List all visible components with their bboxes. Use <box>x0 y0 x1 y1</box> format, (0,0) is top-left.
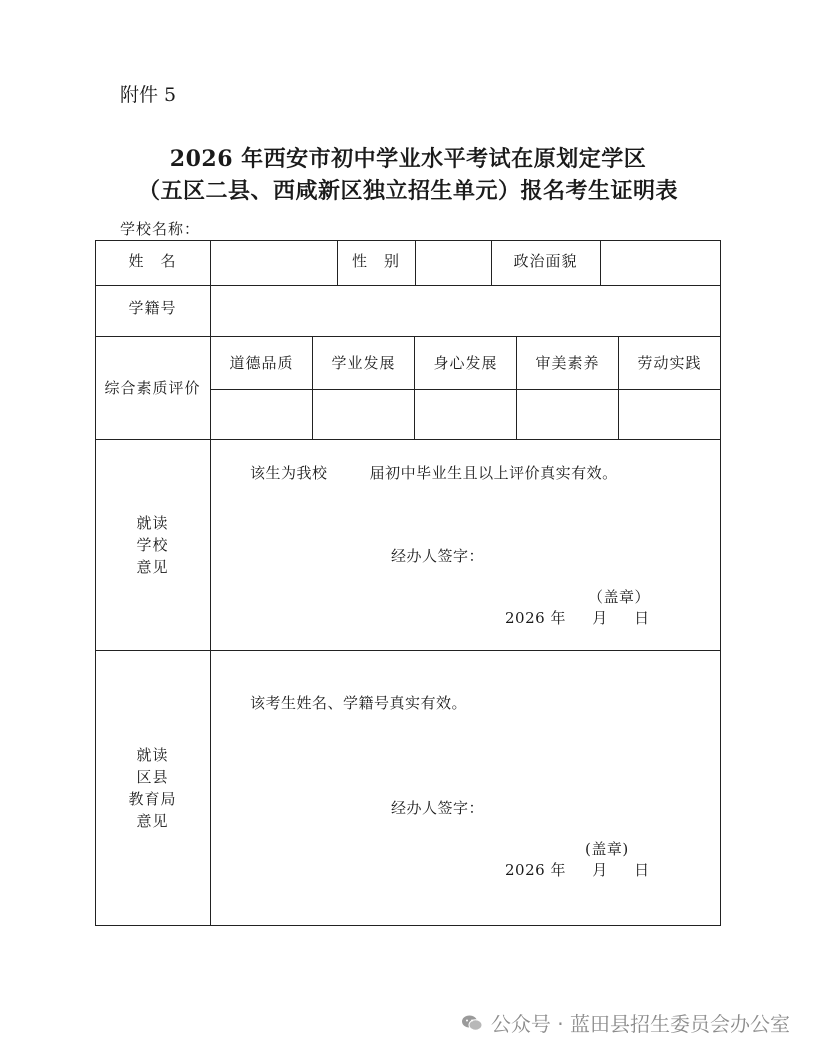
gender-label: 性 别 <box>351 251 400 270</box>
student-id-field[interactable] <box>211 286 720 336</box>
district-date: 2026 年 月 日 <box>505 861 650 879</box>
quality-value-aesthetics[interactable] <box>517 390 618 439</box>
political-status-field[interactable] <box>601 240 720 285</box>
student-id-label: 学籍号 <box>128 299 177 317</box>
school-name-label: 学校名称： <box>120 220 201 238</box>
district-opinion-label-line: 就读 <box>136 745 169 764</box>
school-opinion-statement: 该生为我校 届初中毕业生且以上评价真实有效。 <box>250 464 618 482</box>
certificate-form <box>95 240 721 926</box>
watermark <box>461 1008 790 1037</box>
school-opinion-label-line: 学校 <box>136 535 169 554</box>
district-opinion-label-line: 意见 <box>136 811 169 830</box>
school-seal-label: （盖章） <box>588 588 651 606</box>
quality-value-health[interactable] <box>415 390 516 439</box>
quality-item-health: 身心发展 <box>433 354 498 372</box>
form-border-bottom <box>95 925 721 926</box>
political-status-label: 政治面貌 <box>513 251 578 270</box>
school-opinion-label-line: 就读 <box>136 513 169 532</box>
district-opinion-label <box>95 650 210 925</box>
quality-value-labor[interactable] <box>619 390 720 439</box>
quality-item-academic: 学业发展 <box>331 354 396 372</box>
school-date: 2026 年 月 日 <box>505 609 650 627</box>
quality-item-aesthetics: 审美素养 <box>535 354 600 372</box>
school-opinion-label <box>95 439 210 650</box>
quality-evaluation-label: 综合素质评价 <box>104 379 201 397</box>
wechat-icon <box>461 1014 483 1032</box>
page-title-line2: （五区二县、西咸新区独立招生单元）报名考生证明表 <box>137 178 678 204</box>
school-signer-label: 经办人签字： <box>391 547 485 565</box>
page-title-line1: 2026 年西安市初中学业水平考试在原划定学区 <box>169 146 647 172</box>
quality-item-labor: 劳动实践 <box>637 354 702 372</box>
quality-value-morality[interactable] <box>211 390 312 439</box>
school-opinion-label-line: 意见 <box>136 557 169 576</box>
district-signer-label: 经办人签字： <box>391 799 485 817</box>
quality-value-academic[interactable] <box>313 390 414 439</box>
quality-item-morality: 道德品质 <box>229 354 294 372</box>
watermark-text: 公众号 · 蓝田县招生委员会办公室 <box>490 1012 790 1036</box>
gender-field[interactable] <box>416 240 491 285</box>
form-border-right <box>720 240 721 926</box>
attachment-label: 附件 5 <box>120 84 177 106</box>
district-opinion-label-line: 教育局 <box>128 789 177 808</box>
district-opinion-statement: 该考生姓名、学籍号真实有效。 <box>250 694 468 712</box>
name-label: 姓 名 <box>128 251 177 270</box>
district-seal-label: (盖章) <box>585 840 629 858</box>
name-field[interactable] <box>211 240 337 285</box>
district-opinion-label-line: 区县 <box>136 767 169 786</box>
